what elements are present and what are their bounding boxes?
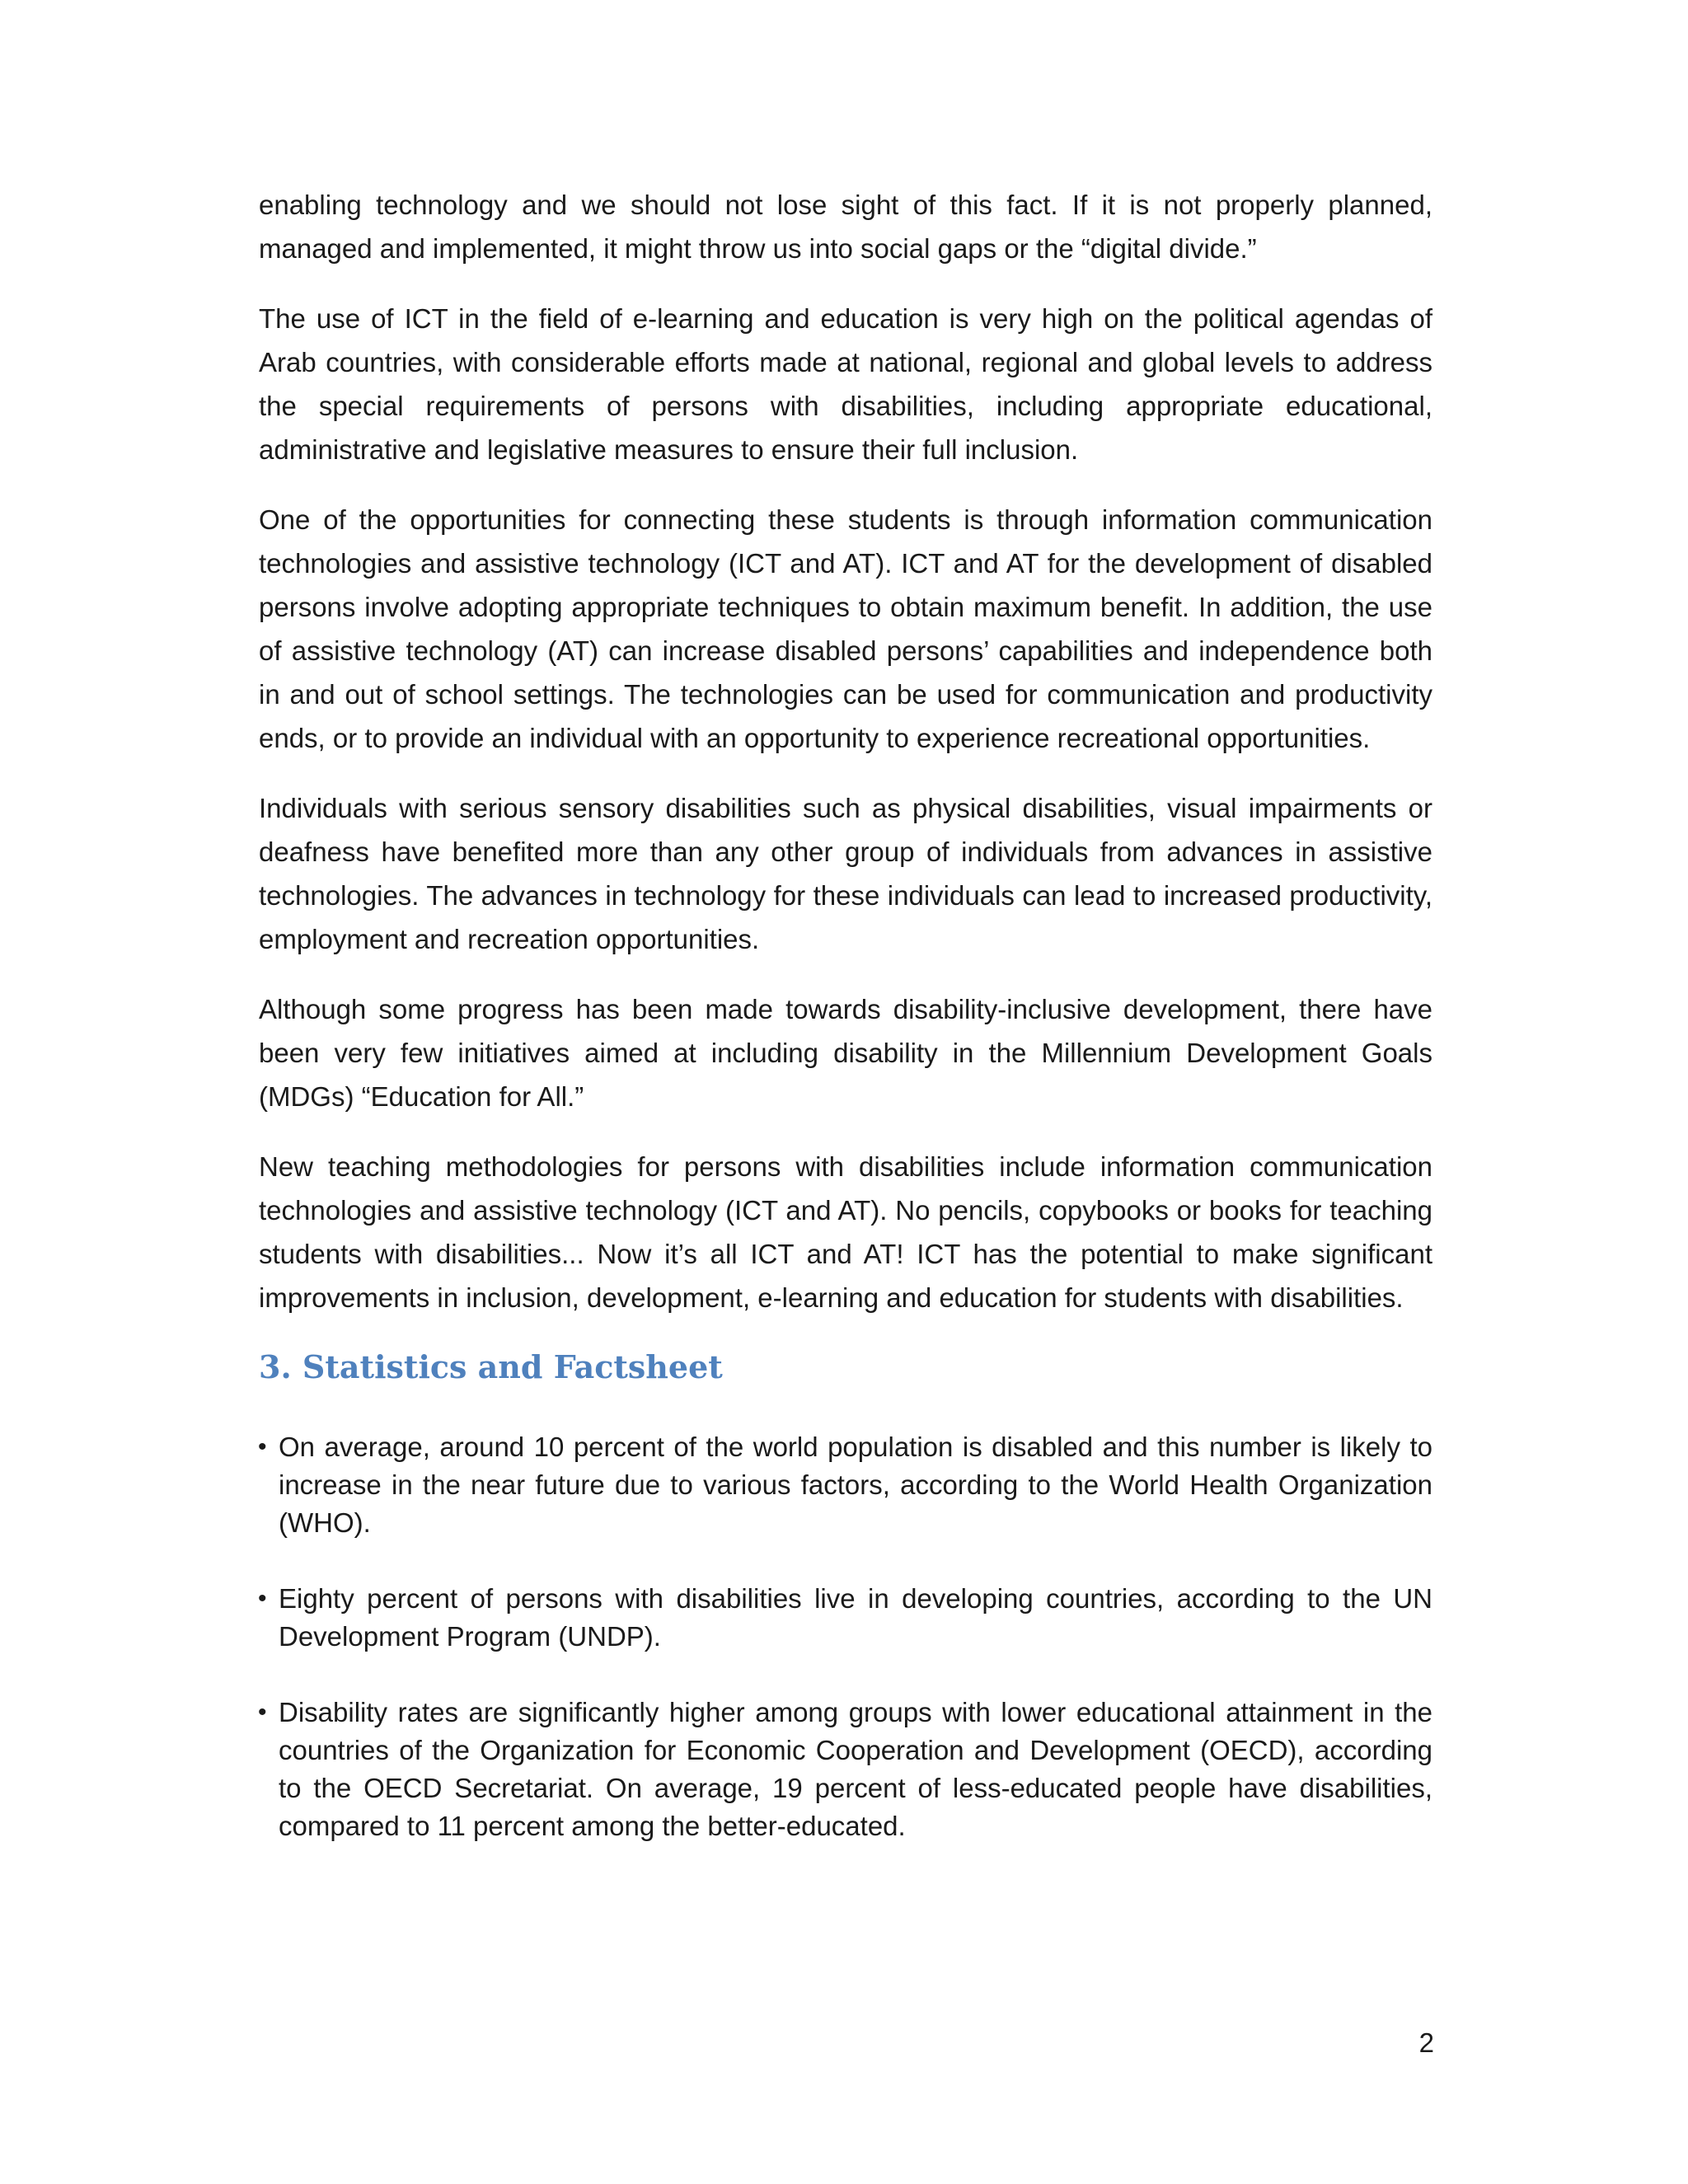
body-paragraph: The use of ICT in the field of e-learning and education is very high on the political agendas of Arab countries, with considerable efforts made at national, regional and global levels to address the special requirements of persons with disabilities, including appropriate educational, administrative and legislative measures to ensure their full inclusion. [259,303,1432,465]
body-paragraph: Individuals with serious sensory disabilities such as physical disabilities, visual impairments or deafness have benefited more than any other group of individuals from advances in assistive technologies. The advances in technology for these individuals can lead to increased productivity, employment and recreation opportunities. [259,793,1432,954]
bullet-icon: • [258,1699,267,1726]
section-heading: 3. Statistics and Factsheet [259,1348,723,1385]
list-item-text: On average, around 10 percent of the world population is disabled and this number is likely to increase in the near future due to various factors, according to the World Health Organization (WHO). [279,1432,1432,1538]
list-item [259,1428,1432,1542]
list-item-text: Disability rates are significantly higher among groups with lower educational attainment in the countries of the Organization for Economic Cooperation and Development (OECD), according to the OECD Secretariat. On average, 19 percent of less-educated people have disabilities, compared to 11 percent among the better-educated. [279,1697,1432,1841]
list-item [259,1580,1432,1656]
factsheet-list [259,1428,1432,1845]
bullet-icon: • [258,1585,267,1612]
body-paragraph: Although some progress has been made towards disability-inclusive development, there have been very few initiatives aimed at including disability in the Millennium Development Goals (MDGs) “Education for All.” [259,994,1432,1112]
list-item [259,1694,1432,1845]
body-paragraph: One of the opportunities for connecting these students is through information communication technologies and assistive technology (ICT and AT). ICT and AT for the development of disabled persons involve adopting appropriate techniques to obtain maximum benefit. In addition, the use of assistive technology (AT) can increase disabled persons’ capabilities and independence both in and out of school settings. The technologies can be used for communication and productivity ends, or to provide an individual with an opportunity to experience recreational opportunities. [259,504,1432,753]
page-body [259,183,1432,1883]
list-item-text: Eighty percent of persons with disabilities live in developing countries, according to the UN Development Program (UNDP). [279,1583,1432,1652]
page-number: 2 [1418,2027,1434,2058]
body-paragraph: enabling technology and we should not lose sight of this fact. If it is not properly planned, managed and implemented, it might throw us into social gaps or the “digital divide.” [259,190,1432,264]
bullet-icon: • [258,1433,267,1460]
body-paragraph: New teaching methodologies for persons with disabilities include information communication technologies and assistive technology (ICT and AT). No pencils, copybooks or books for teaching students with disabilities... Now it’s all ICT and AT! ICT has the potential to make significant improvements in inclusion, development, e-learning and education for students with disabilities. [259,1151,1432,1313]
